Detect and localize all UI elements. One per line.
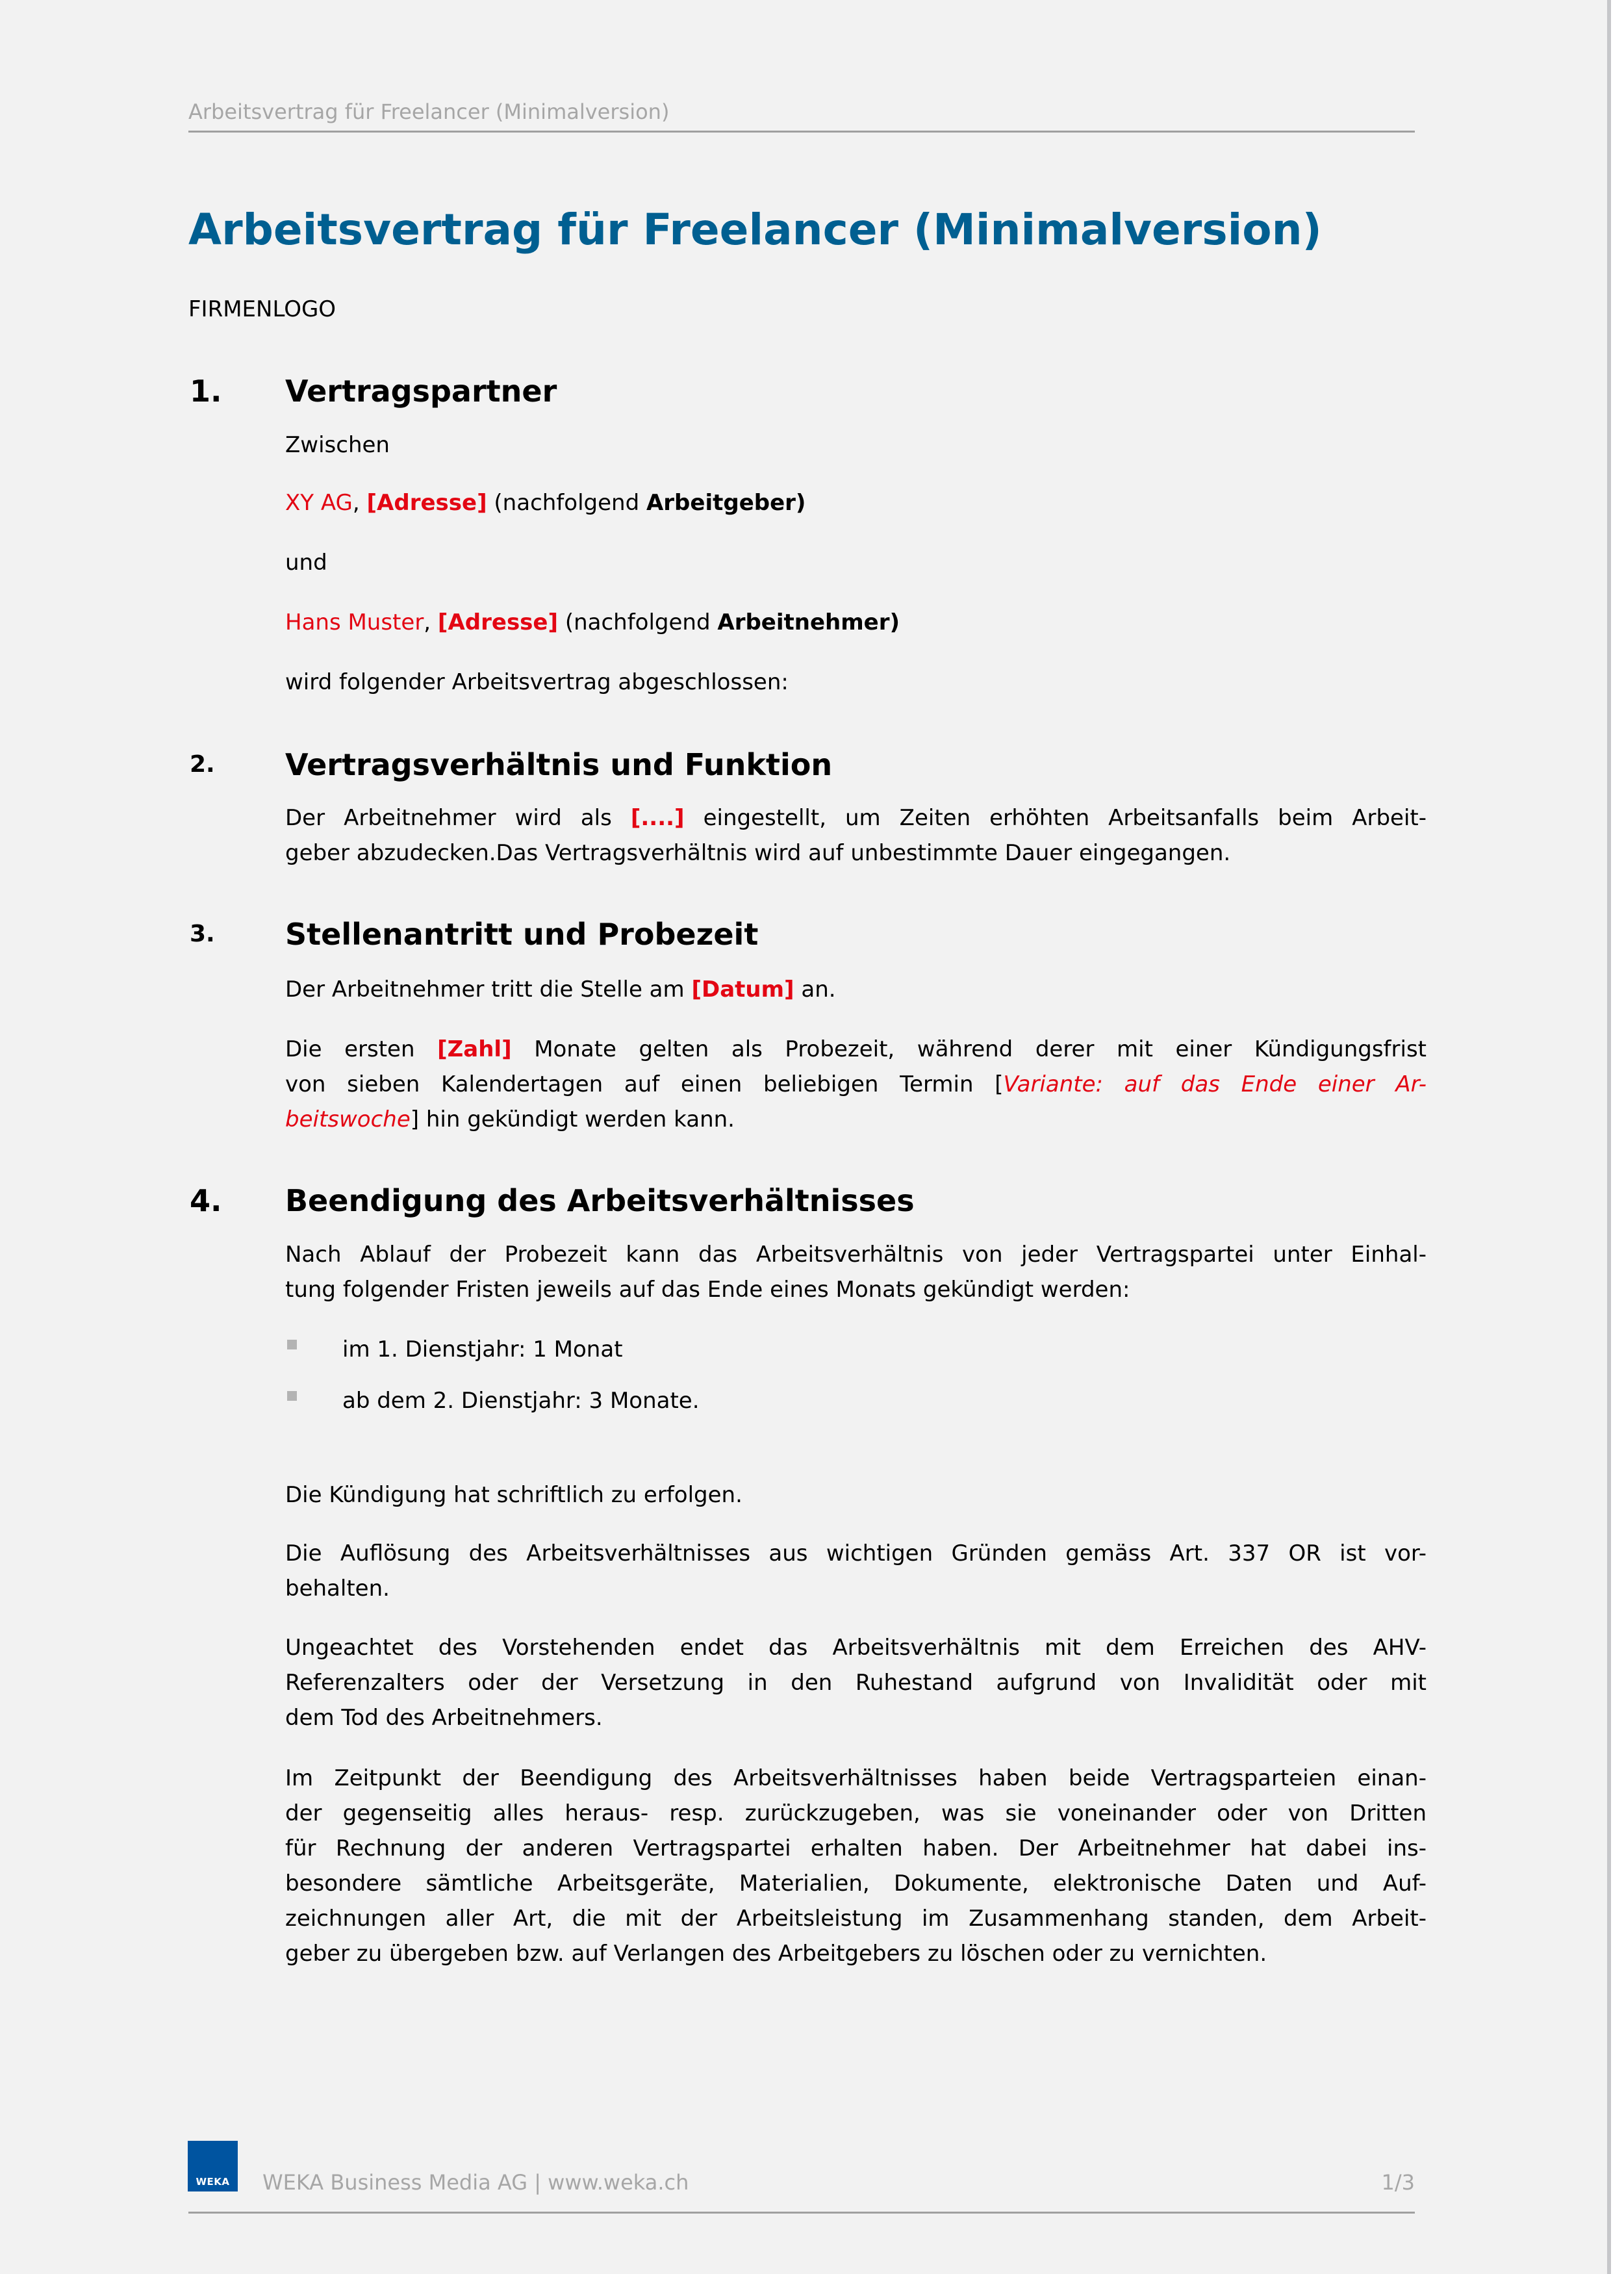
section-4-intro bbox=[285, 1237, 1427, 1307]
section-1-and: und bbox=[285, 550, 327, 576]
paragraph-line: besondere sämtliche Arbeitsgeräte, Materialien, Dokumente, elektronische Daten und Auf- bbox=[285, 1871, 1427, 1897]
employer-address-placeholder[interactable]: [Adresse] bbox=[366, 490, 487, 516]
employee-name[interactable]: Hans Muster bbox=[285, 609, 424, 635]
label-text: (nachfolgend bbox=[487, 490, 646, 516]
page-number: 1/3 bbox=[1381, 2170, 1415, 2195]
section-3-title: Stellenantritt und Probezeit bbox=[285, 917, 759, 952]
paragraph-line bbox=[285, 1067, 1427, 1102]
section-1-number: 1. bbox=[190, 374, 222, 409]
list-item: ab dem 2. Dienstjahr: 3 Monate. bbox=[342, 1388, 700, 1414]
section-1-intro: Zwischen bbox=[285, 432, 390, 458]
employer-name[interactable]: XY AG bbox=[285, 490, 353, 516]
text: Die ersten bbox=[285, 1036, 438, 1062]
employee-address-placeholder[interactable]: [Adresse] bbox=[437, 609, 559, 635]
page-edge-scrollbar[interactable] bbox=[1607, 0, 1611, 2274]
bullet-square-icon bbox=[287, 1340, 297, 1349]
function-placeholder[interactable]: [....] bbox=[630, 805, 685, 831]
section-4-number: 4. bbox=[190, 1183, 222, 1218]
paragraph-line: Im Zeitpunkt der Beendigung des Arbeitsverhältnisses haben beide Vertragsparteien einan- bbox=[285, 1765, 1427, 1791]
paragraph-line: Nach Ablauf der Probezeit kann das Arbeitsverhältnis von jeder Vertragspartei unter Einhal- bbox=[285, 1242, 1427, 1268]
paragraph-line: geber abzudecken.Das Vertragsverhältnis wird auf unbestimmte Dauer eingegangen. bbox=[285, 840, 1231, 866]
date-placeholder[interactable]: [Datum] bbox=[691, 977, 794, 1003]
party-employer bbox=[285, 485, 1427, 520]
separator: , bbox=[424, 609, 438, 635]
weka-logo-text: WEKA bbox=[196, 2176, 230, 2188]
text: von sieben Kalendertagen auf einen beliebigen Termin [ bbox=[285, 1071, 1004, 1097]
paragraph-line: Die Auflösung des Arbeitsverhältnisses aus wichtigen Gründen gemäss Art. 337 OR ist vor- bbox=[285, 1540, 1427, 1566]
employer-role: Arbeitgeber) bbox=[646, 490, 806, 516]
section-2-number: 2. bbox=[190, 751, 215, 778]
paragraph-line: Referenzalters oder der Versetzung in den Ruhestand aufgrund von Invalidität oder mit bbox=[285, 1670, 1427, 1696]
running-header: Arbeitsvertrag für Freelancer (Minimalversion) bbox=[188, 99, 670, 124]
section-4-title: Beendigung des Arbeitsverhältnisses bbox=[285, 1183, 915, 1218]
section-4-termination-cause bbox=[285, 1536, 1427, 1606]
section-4-written-notice: Die Kündigung hat schriftlich zu erfolgen. bbox=[285, 1482, 742, 1508]
bullet-square-icon bbox=[287, 1391, 297, 1401]
header-rule bbox=[188, 131, 1415, 133]
text: Der Arbeitnehmer wird als bbox=[285, 805, 631, 831]
company-logo-placeholder: FIRMENLOGO bbox=[188, 296, 336, 322]
section-1-title: Vertragspartner bbox=[285, 374, 557, 409]
paragraph-line bbox=[285, 1032, 1427, 1067]
document-title: Arbeitsvertrag für Freelancer (Minimalversion) bbox=[188, 205, 1322, 255]
paragraph-line: für Rechnung der anderen Vertragspartei erhalten haben. Der Arbeitnehmer hat dabei ins- bbox=[285, 1835, 1427, 1861]
employee-role: Arbeitnehmer) bbox=[717, 609, 900, 635]
section-4-return-of-property bbox=[285, 1761, 1427, 1971]
variant-text[interactable]: beitswoche bbox=[285, 1106, 411, 1132]
separator: , bbox=[352, 490, 367, 516]
section-3-probation bbox=[285, 1032, 1427, 1137]
section-1-closing: wird folgender Arbeitsvertrag abgeschlossen: bbox=[285, 669, 789, 695]
section-3-number: 3. bbox=[190, 921, 215, 947]
paragraph-line: dem Tod des Arbeitnehmers. bbox=[285, 1705, 603, 1731]
section-2-title: Vertragsverhältnis und Funktion bbox=[285, 747, 833, 782]
text: an. bbox=[794, 977, 836, 1003]
list-item: im 1. Dienstjahr: 1 Monat bbox=[342, 1336, 623, 1362]
paragraph-line: der gegenseitig alles heraus- resp. zurückzugeben, was sie voneinander oder von Dritten bbox=[285, 1800, 1427, 1826]
paragraph-line: geber zu übergeben bzw. auf Verlangen des Arbeitgebers zu löschen oder zu vernichten. bbox=[285, 1941, 1267, 1967]
section-2-paragraph bbox=[285, 800, 1427, 871]
section-3-start-date bbox=[285, 972, 1427, 1007]
footer-publisher: WEKA Business Media AG | www.weka.ch bbox=[262, 2170, 689, 2195]
paragraph-line bbox=[285, 1102, 1427, 1137]
paragraph-line: tung folgender Fristen jeweils auf das Ende eines Monats gekündigt werden: bbox=[285, 1277, 1130, 1303]
party-employee bbox=[285, 605, 1427, 640]
number-placeholder[interactable]: [Zahl] bbox=[437, 1036, 512, 1062]
section-4-retirement bbox=[285, 1630, 1427, 1735]
paragraph-line: Ungeachtet des Vorstehenden endet das Arbeitsverhältnis mit dem Erreichen des AHV- bbox=[285, 1635, 1427, 1661]
text: Der Arbeitnehmer tritt die Stelle am bbox=[285, 977, 692, 1003]
footer-rule bbox=[188, 2212, 1415, 2214]
variant-text[interactable]: Variante: auf das Ende einer Ar- bbox=[1003, 1071, 1427, 1097]
text: ] hin gekündigt werden kann. bbox=[410, 1106, 735, 1132]
text: Monate gelten als Probezeit, während derer mit einer Kündigungsfrist bbox=[511, 1036, 1427, 1062]
paragraph-line: zeichnungen aller Art, die mit der Arbeitsleistung im Zusammenhang standen, dem Arbeit- bbox=[285, 1906, 1427, 1932]
paragraph-line: behalten. bbox=[285, 1576, 390, 1602]
weka-logo bbox=[188, 2141, 238, 2191]
label-text: (nachfolgend bbox=[558, 609, 718, 635]
text: eingestellt, um Zeiten erhöhten Arbeitsanfalls beim Arbeit- bbox=[684, 805, 1427, 831]
paragraph-line bbox=[285, 800, 1427, 836]
